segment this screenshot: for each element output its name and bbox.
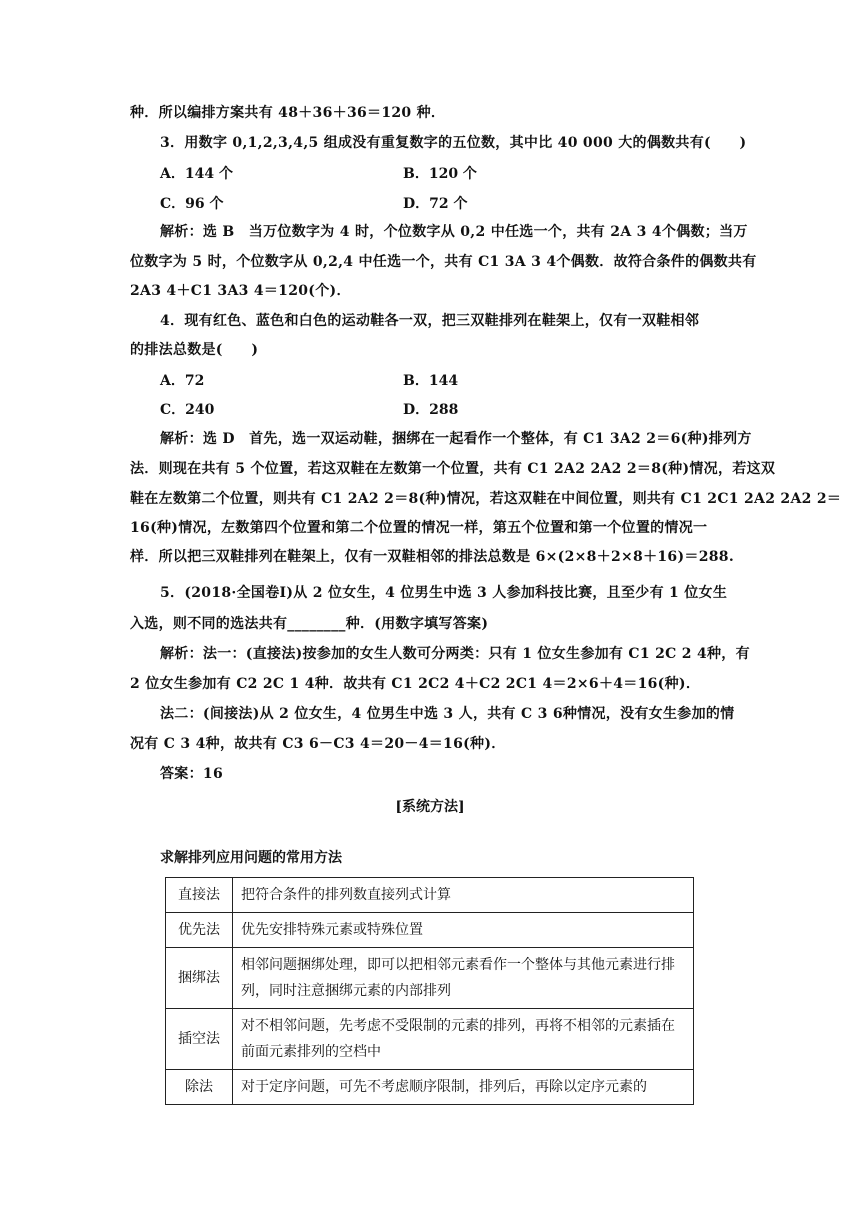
solution-line: 法．则现在共有 5 个位置，若这双鞋在左数第一个位置，共有 C1 2A2 2A2 2＝8(种)情况，若这双 <box>130 461 776 477</box>
question-5-cont: 入选，则不同的选法共有________种．(用数字填写答案) <box>130 616 489 632</box>
method-desc: 把符合条件的排列数直接列式计算 <box>233 878 694 913</box>
question-4-cont: 的排法总数是( ) <box>130 342 259 358</box>
option-a: A．144 个 <box>160 166 233 182</box>
table-row <box>166 878 694 913</box>
method-desc: 相邻问题捆绑处理，即可以把相邻元素看作一个整体与其他元素进行排列，同时注意捆绑元素的内部排列 <box>233 948 694 1009</box>
table-row <box>166 1070 694 1105</box>
text-line: 种．所以编排方案共有 48＋36＋36＝120 种． <box>130 105 446 121</box>
option-d: D．72 个 <box>403 196 468 212</box>
solution-line: 法二：(间接法)从 2 位女生，4 位男生中选 3 人，共有 C 3 6种情况，没有女生参加的情 <box>160 706 735 722</box>
method-name: 优先法 <box>166 913 233 948</box>
table-row <box>166 913 694 948</box>
answer: 答案：16 <box>160 766 223 782</box>
method-name: 捆绑法 <box>166 948 233 1009</box>
solution-line: 16(种)情况，左数第四个位置和第二个位置的情况一样，第五个位置和第一个位置的情况一 <box>130 520 708 536</box>
method-name: 直接法 <box>166 878 233 913</box>
table-row <box>166 1009 694 1070</box>
question-4: 4．现有红色、蓝色和白色的运动鞋各一双，把三双鞋排列在鞋架上，仅有一双鞋相邻 <box>160 313 700 329</box>
solution-line: 2A3 4＋C1 3A3 4＝120(个)． <box>130 283 351 299</box>
option-c: C．240 <box>160 402 215 418</box>
solution-line: 样．所以把三双鞋排列在鞋架上，仅有一双鞋相邻的排法总数是 6×(2×8＋2×8＋16)＝288. <box>130 549 734 565</box>
method-desc: 对不相邻问题，先考虑不受限制的元素的排列，再将不相邻的元素插在前面元素排列的空档中 <box>233 1009 694 1070</box>
solution-line: 位数字为 5 时，个位数字从 0,2,4 中任选一个，共有 C1 3A 3 4个偶数．故符合条件的偶数共有 <box>130 254 757 270</box>
question-5: 5．(2018·全国卷Ⅰ)从 2 位女生，4 位男生中选 3 人参加科技比赛，且至少有 1 位女生 <box>160 585 728 601</box>
table-title: 求解排列应用问题的常用方法 <box>160 850 342 866</box>
option-a: A．72 <box>160 373 205 389</box>
solution-line: 况有 C 3 4种，故共有 C3 6－C3 4＝20－4＝16(种)． <box>130 736 506 752</box>
solution-line: 解析：选 B 当万位数字为 4 时，个位数字从 0,2 中任选一个，共有 2A 3 4个偶数；当万 <box>160 224 748 240</box>
table-row <box>166 948 694 1009</box>
solution-line: 2 位女生参加有 C2 2C 1 4种．故共有 C1 2C2 4＋C2 2C1 4＝2×6＋4＝16(种)． <box>130 676 701 692</box>
methods-table <box>165 877 694 1105</box>
solution-line: 解析：选 D 首先，选一双运动鞋，捆绑在一起看作一个整体，有 C1 3A2 2＝6(种)排列方 <box>160 431 752 447</box>
section-heading: [系统方法] <box>395 799 465 815</box>
method-name: 除法 <box>166 1070 233 1105</box>
solution-line: 鞋在左数第二个位置，则共有 C1 2A2 2＝8(种)情况，若这双鞋在中间位置，则共有 C1 2C1 2A2 2A2 2＝ <box>130 491 842 507</box>
question-3: 3．用数字 0,1,2,3,4,5 组成没有重复数字的五位数，其中比 40 000 大的偶数共有( ) <box>160 135 747 151</box>
option-c: C．96 个 <box>160 196 224 212</box>
option-d: D．288 <box>403 402 459 418</box>
method-desc: 对于定序问题，可先不考虑顺序限制，排列后，再除以定序元素的 <box>233 1070 694 1105</box>
method-desc: 优先安排特殊元素或特殊位置 <box>233 913 694 948</box>
solution-line: 解析：法一：(直接法)按参加的女生人数可分两类：只有 1 位女生参加有 C1 2C 2 4种，有 <box>160 646 750 662</box>
method-name: 插空法 <box>166 1009 233 1070</box>
option-b: B．144 <box>403 373 459 389</box>
option-b: B．120 个 <box>403 166 477 182</box>
